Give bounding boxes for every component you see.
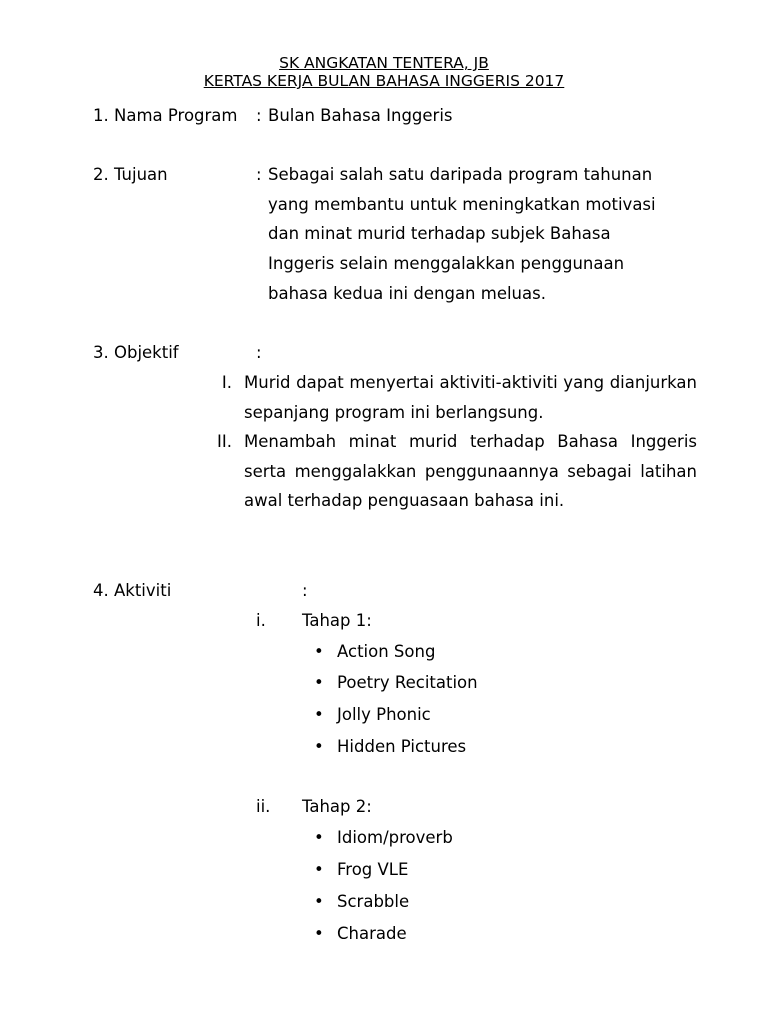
program-value: Bulan Bahasa Inggeris bbox=[268, 106, 453, 125]
tujuan-line: yang membantu untuk meningkatkan motivasi bbox=[268, 195, 656, 214]
list-item: • Poetry Recitation bbox=[314, 673, 478, 692]
school-name: SK ANGKATAN TENTERA, JB bbox=[279, 54, 489, 72]
tujuan-label: 2. Tujuan bbox=[93, 165, 168, 184]
list-item: • Jolly Phonic bbox=[314, 705, 431, 724]
list-item: • Hidden Pictures bbox=[314, 737, 467, 756]
objektif-label: 3. Objektif bbox=[93, 343, 179, 362]
tujuan-line: bahasa kedua ini dengan meluas. bbox=[268, 284, 546, 303]
list-item: • Scrabble bbox=[314, 892, 410, 911]
stage-title: Tahap 2: bbox=[302, 797, 372, 816]
objektif-item-text: Murid dapat menyertai aktiviti-aktiviti yang dianjurkan sepanjang program ini berlangsung. bbox=[244, 373, 697, 422]
bullet-icon: • bbox=[314, 860, 324, 879]
program-label: 1. Nama Program bbox=[93, 106, 238, 125]
tujuan-line: Sebagai salah satu daripada program tahunan bbox=[268, 165, 653, 184]
bullet-icon: • bbox=[314, 828, 324, 847]
stage-marker: i. bbox=[256, 611, 266, 630]
bullet-icon: • bbox=[314, 673, 324, 692]
stage-title: Tahap 1: bbox=[302, 611, 372, 630]
tujuan-line: dan minat murid terhadap subjek Bahasa bbox=[268, 224, 611, 243]
objektif-marker: II. bbox=[217, 432, 232, 451]
list-item: • Frog VLE bbox=[314, 860, 409, 879]
objektif-item-text: Menambah minat murid terhadap Bahasa Inggeris serta menggalakkan penggunaannya sebagai latihan awal terhadap penguasaan bahasa ini. bbox=[244, 432, 697, 511]
bullet-icon: • bbox=[314, 737, 324, 756]
document-title: KERTAS KERJA BULAN BAHASA INGGERIS 2017 bbox=[203, 72, 565, 90]
tujuan-colon: : bbox=[256, 165, 262, 184]
objektif-marker: I. bbox=[221, 373, 232, 392]
list-item: • Idiom/proverb bbox=[314, 828, 453, 847]
bullet-icon: • bbox=[314, 642, 324, 661]
objektif-colon: : bbox=[256, 343, 262, 362]
bullet-icon: • bbox=[314, 892, 324, 911]
bullet-icon: • bbox=[314, 924, 324, 943]
program-colon: : bbox=[256, 106, 262, 125]
stage-marker: ii. bbox=[256, 797, 271, 816]
list-item: • Action Song bbox=[314, 642, 436, 661]
tujuan-line: Inggeris selain menggalakkan penggunaan bbox=[268, 254, 625, 273]
list-item: • Charade bbox=[314, 924, 407, 943]
aktiviti-label: 4. Aktiviti bbox=[93, 581, 172, 600]
aktiviti-colon: : bbox=[302, 581, 308, 600]
bullet-icon: • bbox=[314, 705, 324, 724]
